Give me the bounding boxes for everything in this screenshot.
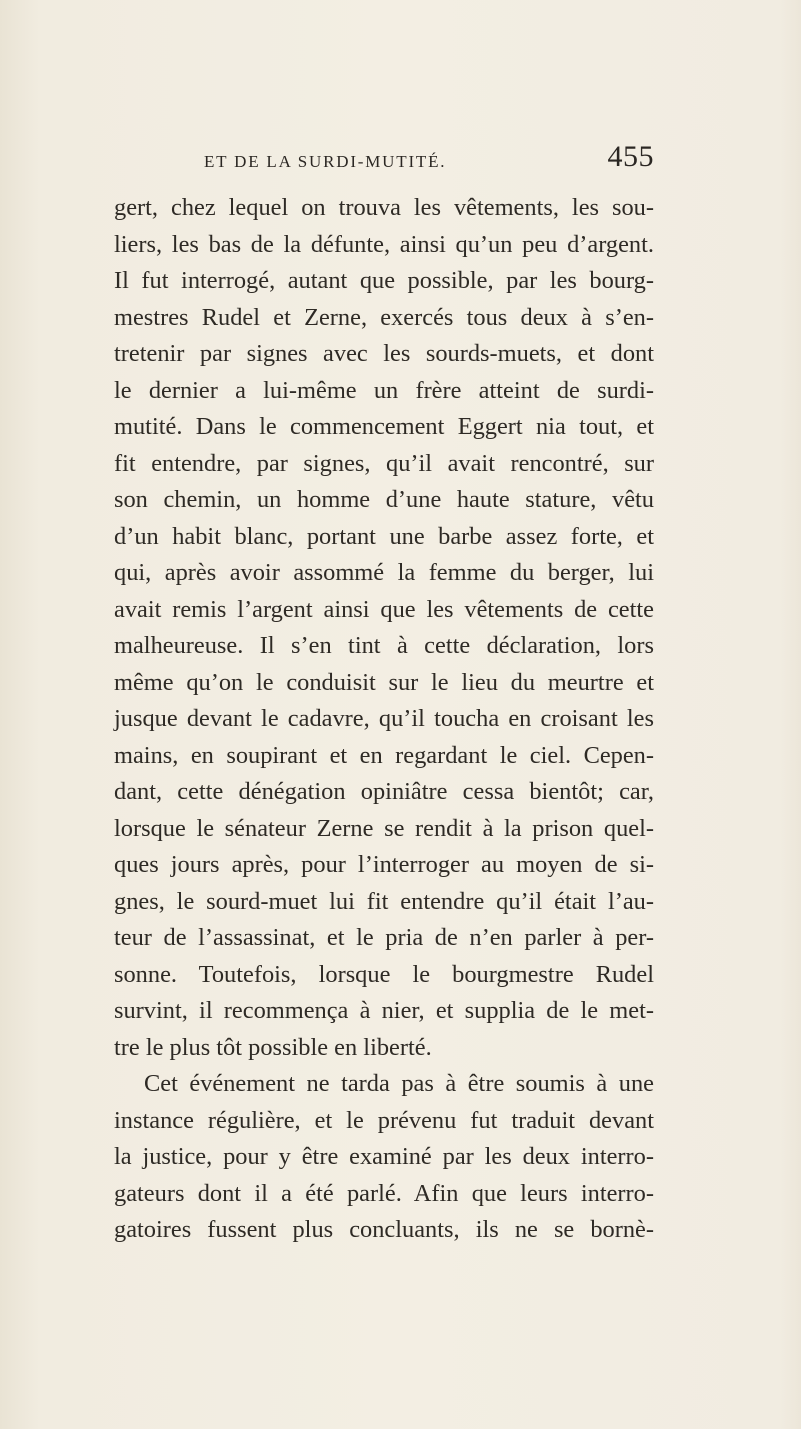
text-line: mutité. Dans le commencement Eggert nia tout, et [114,413,654,440]
text-line: tre le plus tôt possible en liberté. [114,1033,432,1061]
text-line: liers, les bas de la défunte, ainsi qu’un peu d’argent. [114,230,654,258]
running-head: ET DE LA SURDI-MUTITÉ. [204,152,447,171]
body-text [114,190,654,1249]
text-line: instance régulière, et le prévenu fut traduit devant [114,1106,654,1134]
text-line: le dernier a lui-même un frère atteint de surdi- [114,376,654,404]
text-line: tretenir par signes avec les sourds-muets, et dont [114,340,654,367]
text-line: mains, en soupirant et en regardant le ciel. Cepen- [114,741,654,769]
text-line: avait remis l’argent ainsi que les vêtements de cette [114,595,654,623]
text-line: Il fut interrogé, autant que possible, par les bourg- [114,267,654,294]
text-line: dant, cette dénégation opiniâtre cessa bientôt; car, [114,778,654,805]
text-line: gateurs dont il a été parlé. Afin que leurs interro- [114,1179,654,1207]
text-line: mestres Rudel et Zerne, exercés tous deux à s’en- [114,303,654,331]
text-line: gatoires fussent plus concluants, ils ne se bornè- [114,1216,654,1243]
text-line: gert, chez lequel on trouva les vêtements, les sou- [114,194,654,221]
text-line: son chemin, un homme d’une haute stature, vêtu [114,486,654,513]
text-line: même qu’on le conduisit sur le lieu du meurtre et [114,668,654,696]
text-line: teur de l’assassinat, et le pria de n’en parler à per- [114,924,654,951]
text-line: jusque devant le cadavre, qu’il toucha en croisant les [114,705,654,732]
text-line: la justice, pour y être examiné par les deux interro- [114,1143,654,1170]
text-line: sonne. Toutefois, lorsque le bourgmestre Rudel [114,960,654,988]
page-header [204,140,654,186]
text-line: ques jours après, pour l’interroger au moyen de si- [114,851,654,878]
text-line: lorsque le sénateur Zerne se rendit à la prison quel- [114,814,654,842]
text-line: Cet événement ne tarda pas à être soumis à une [144,1070,654,1097]
text-line: fit entendre, par signes, qu’il avait rencontré, sur [114,449,654,477]
text-line: gnes, le sourd-muet lui fit entendre qu’il était l’au- [114,887,654,915]
page-number: 455 [607,140,654,173]
text-line: d’un habit blanc, portant une barbe assez forte, et [114,522,654,550]
text-line: survint, il recommença à nier, et supplia de le met- [114,997,654,1024]
text-line: qui, après avoir assommé la femme du berger, lui [114,559,654,586]
text-line: malheureuse. Il s’en tint à cette déclaration, lors [114,632,654,659]
